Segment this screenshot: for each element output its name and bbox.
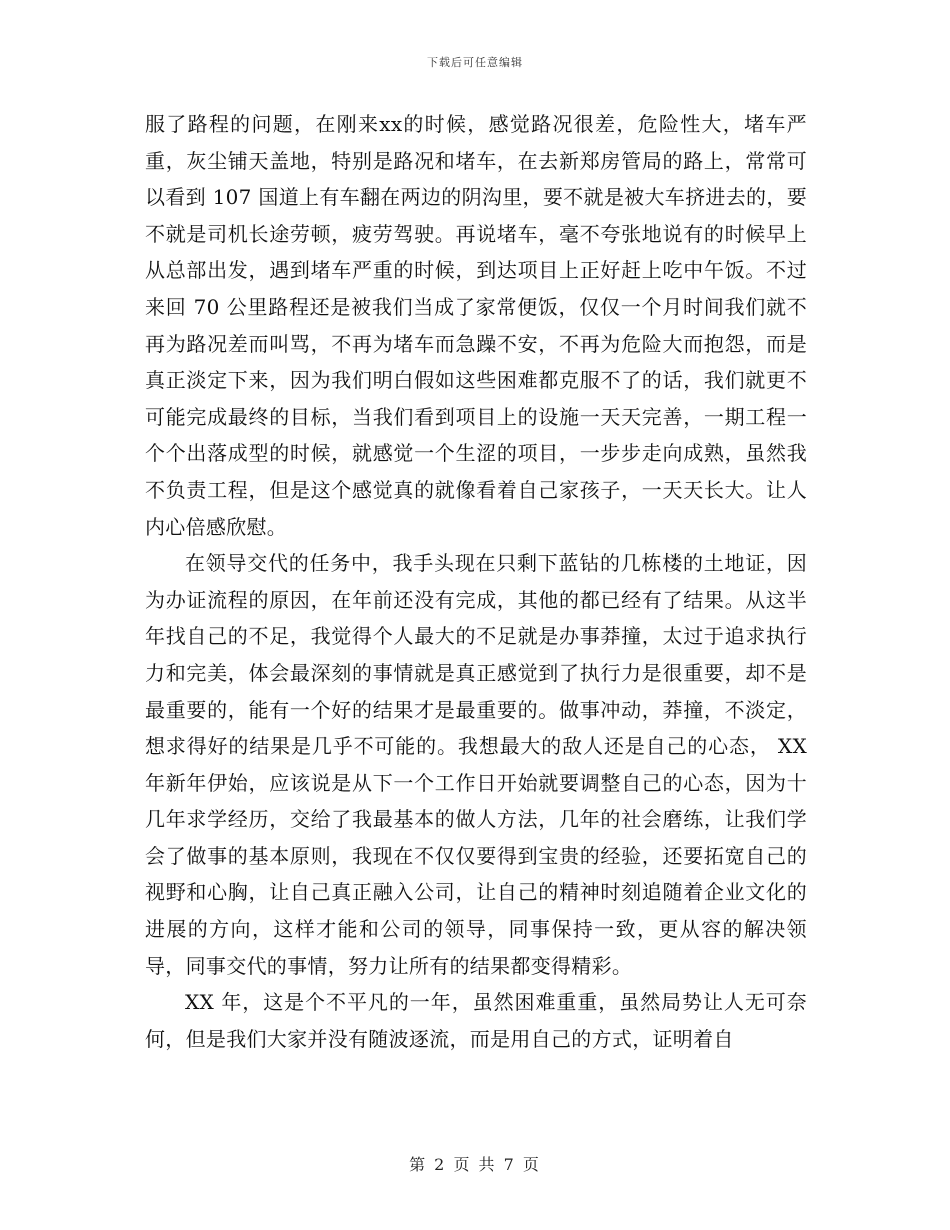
paragraph-1: 服了路程的问题，在刚来xx的时候，感觉路况很差，危险性大，堵车严重，灰尘铺天盖地，特别是路况和堵车，在去新郑房管局的路上，常常可以看到 107 国道上有车翻在两边的阴沟里，要不就是被大车挤进去的，要不就是司机长途劳顿，疲劳驾驶。再说堵车，毫不夸张地说有的时候早上从总部出发，遇到堵车严重的时候，到达项目上正好赶上吃中午饭。不过来回 70 公里路程还是被我们当成了家常便饭，仅仅一个月时间我们就不再为路况差而叫骂，不再为堵车而急躁不安，不再为危险大而抱怨，而是真正淡定下来，因为我们明白假如这些困难都克服不了的话，我们就更不可能完成最终的目标，当我们看到项目上的设施一天天完善，一期工程一个个出落成型的时候，就感觉一个生涩的项目，一步步走向成熟，虽然我不负责工程，但是这个感觉真的就像看着自己家孩子，一天天长大。让人内心倍感欣慰。 — [145, 112, 807, 539]
paragraph-3: XX 年，这是个不平凡的一年，虽然困难重重，虽然局势让人无可奈何，但是我们大家并没有随波逐流，而是用自己的方式，证明着自 — [145, 990, 807, 1051]
page-number-footer: 第 2 页 共 7 页 — [409, 1155, 541, 1174]
paragraph-2: 在领导交代的任务中，我手头现在只剩下蓝钻的几栋楼的土地证，因为办证流程的原因，在年前还没有完成，其他的都已经有了结果。从这半年找自己的不足，我觉得个人最大的不足就是办事莽撞，太过于追求执行力和完美，体会最深刻的事情就是真正感觉到了执行力是很重要，却不是最重要的，能有一个好的结果才是最重要的。做事冲动，莽撞，不淡定，想求得好的结果是几乎不可能的。我想最大的敌人还是自己的心态， XX 年新年伊始，应该说是从下一个工作日开始就要调整自己的心态，因为十几年求学经历，交给了我最基本的做人方法，几年的社会磨练，让我们学会了做事的基本原则，我现在不仅仅要得到宝贵的经验，还要拓宽自己的视野和心胸，让自己真正融入公司，让自己的精神时刻追随着企业文化的进展的方向，这样才能和公司的领导，同事保持一致，更从容的解决领导，同事交代的事情，努力让所有的结果都变得精彩。 — [145, 551, 807, 978]
document-body — [145, 106, 807, 1057]
page-header: 下载后可任意编辑 — [427, 56, 523, 69]
